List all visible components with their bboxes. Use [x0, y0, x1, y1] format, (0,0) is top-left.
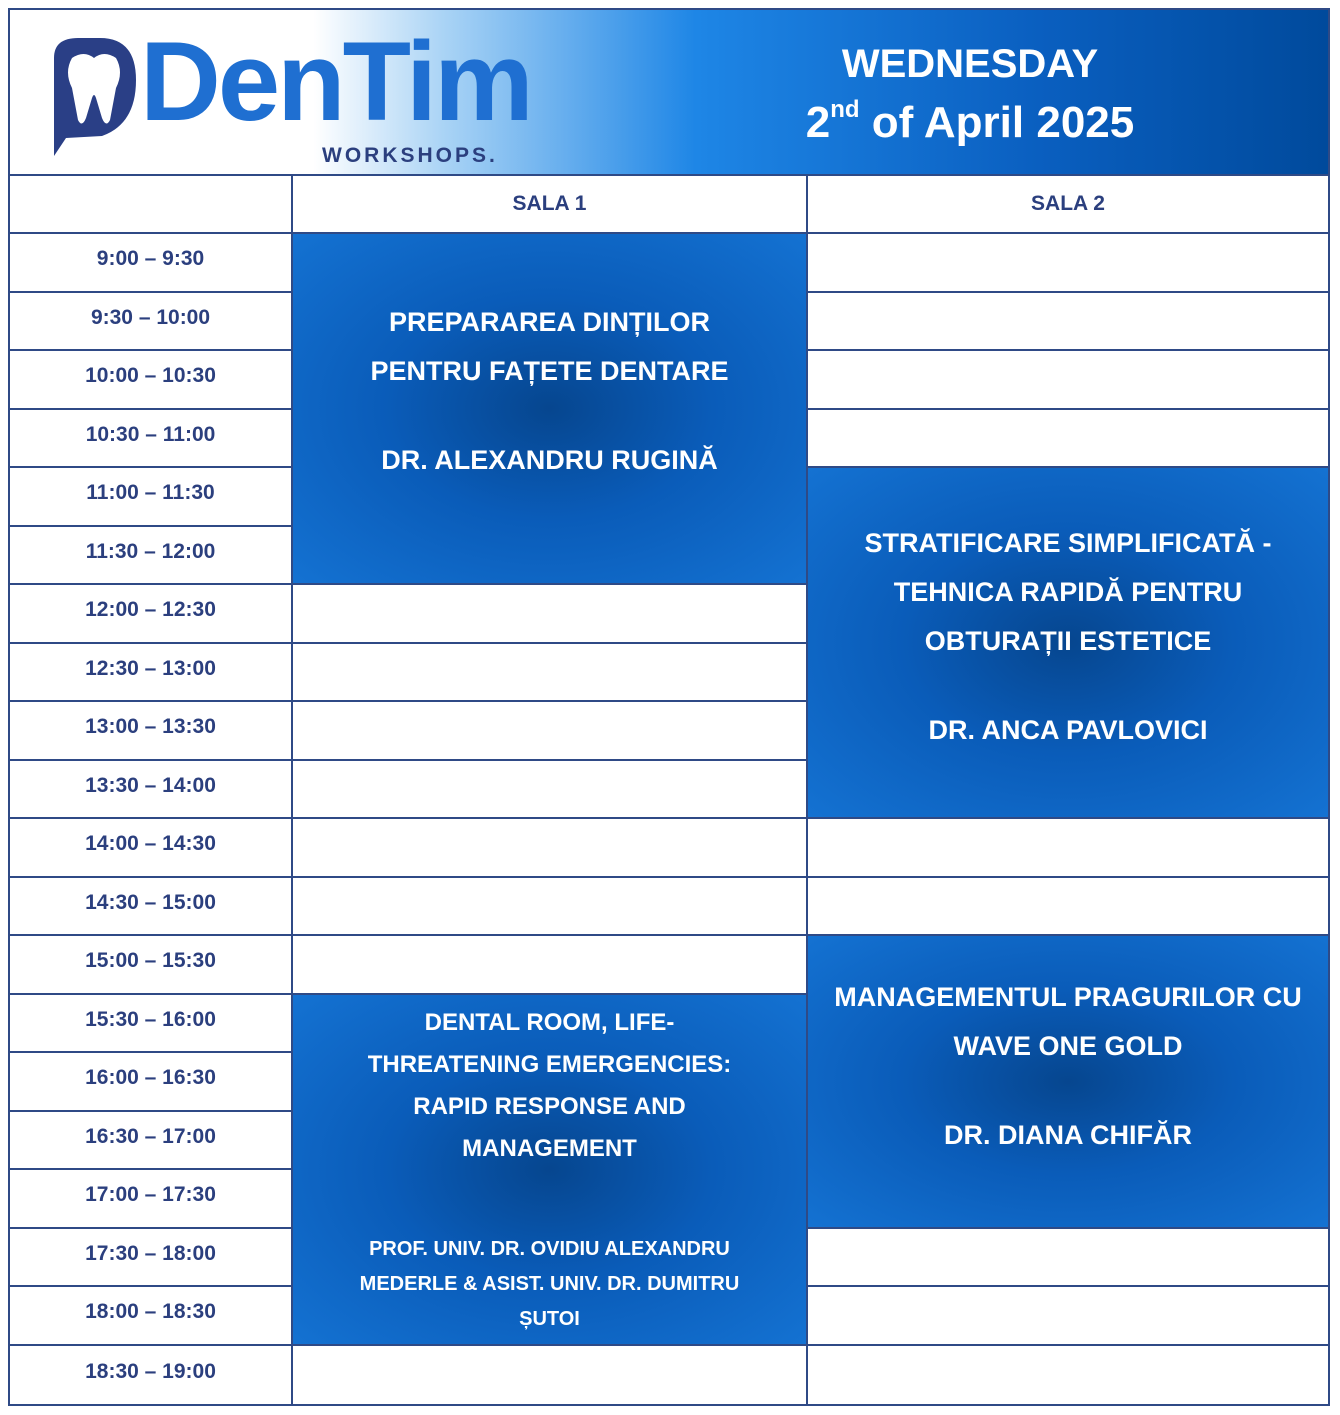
- dentim-logo: [44, 19, 531, 172]
- empty-slot: [808, 351, 1328, 410]
- time-slot: 14:00 – 14:30: [10, 819, 293, 878]
- event-block: [808, 468, 1328, 819]
- event-speaker: [928, 710, 1207, 750]
- logo-subtitle: WORKSHOPS.: [322, 144, 498, 167]
- time-slot: 9:30 – 10:00: [10, 293, 293, 352]
- empty-slot: [293, 585, 808, 644]
- event-speaker-line: DR. ANCA PAVLOVICI: [928, 715, 1208, 745]
- event-speaker-line: MEDERLE & ASIST. UNIV. DR. DUMITRU: [359, 1272, 740, 1295]
- empty-slot: [293, 819, 808, 878]
- event-block: [293, 995, 808, 1346]
- time-slot: 13:30 – 14:00: [10, 761, 293, 820]
- event-speaker-line: ȘUTOI: [519, 1307, 580, 1330]
- empty-slot: [808, 1346, 1328, 1405]
- event-title-line: THREATENING EMERGENCIES:: [367, 1050, 732, 1078]
- time-slot: 18:00 – 18:30: [10, 1287, 293, 1346]
- schedule-page: [8, 8, 1330, 1406]
- empty-slot: [808, 878, 1328, 937]
- schedule-header: [10, 10, 1328, 176]
- event-title-line: STRATIFICARE SIMPLIFICATĂ -: [864, 528, 1272, 558]
- logo-wordmark: DenTim: [140, 19, 531, 144]
- event-title-line: DENTAL ROOM, LIFE-: [424, 1008, 675, 1036]
- time-slot: 15:30 – 16:00: [10, 995, 293, 1054]
- event-speaker-line: DR. DIANA CHIFĂR: [944, 1120, 1192, 1151]
- time-slot: 12:30 – 13:00: [10, 644, 293, 703]
- empty-slot: [808, 1287, 1328, 1346]
- time-slot: 18:30 – 19:00: [10, 1346, 293, 1405]
- event-title-line: PREPARAREA DINȚILOR: [388, 306, 710, 337]
- event-title-line: PENTRU FAȚETE DENTARE: [370, 355, 729, 386]
- date-suffix: nd: [830, 96, 860, 123]
- time-slot: 11:00 – 11:30: [10, 468, 293, 527]
- empty-slot: [293, 1346, 808, 1405]
- empty-slot: [808, 410, 1328, 469]
- event-title-line: MANAGEMENTUL PRAGURILOR CU: [834, 982, 1302, 1013]
- event-title-line: RAPID RESPONSE AND: [413, 1092, 686, 1120]
- time-slot: 16:00 – 16:30: [10, 1053, 293, 1112]
- event-title-line: MANAGEMENT: [462, 1134, 637, 1162]
- empty-slot: [808, 819, 1328, 878]
- event-title-line: OBTURAȚII ESTETICE: [924, 626, 1212, 656]
- event-speaker: [360, 1232, 740, 1337]
- tooth-icon: [44, 32, 144, 172]
- time-slot: 13:00 – 13:30: [10, 702, 293, 761]
- empty-slot: [293, 761, 808, 820]
- corner-cell: [10, 176, 293, 234]
- time-slot: 17:00 – 17:30: [10, 1170, 293, 1229]
- event-title-line: TEHNICA RAPIDĂ PENTRU: [893, 577, 1243, 607]
- time-slot: 10:00 – 10:30: [10, 351, 293, 410]
- room-header: SALA 2: [808, 176, 1328, 234]
- event-speaker-line: DR. ALEXANDRU RUGINĂ: [381, 444, 718, 475]
- date-rest: of April 2025: [859, 98, 1135, 147]
- room-header: SALA 1: [293, 176, 808, 234]
- empty-slot: [293, 702, 808, 761]
- event-title: [370, 298, 728, 396]
- event-title: [865, 519, 1272, 666]
- empty-slot: [808, 1229, 1328, 1288]
- time-slot: 9:00 – 9:30: [10, 234, 293, 293]
- event-speaker: [944, 1115, 1192, 1155]
- day-title: WEDNESDAY: [841, 42, 1099, 86]
- time-slot: 11:30 – 12:00: [10, 527, 293, 586]
- time-slot: 10:30 – 11:00: [10, 410, 293, 469]
- empty-slot: [808, 234, 1328, 293]
- time-slot: 17:30 – 18:00: [10, 1229, 293, 1288]
- event-title: [368, 1002, 732, 1170]
- date-number: 2: [805, 98, 831, 147]
- schedule-grid: [10, 176, 1328, 1404]
- event-title-line: WAVE ONE GOLD: [953, 1031, 1183, 1062]
- time-slot: 12:00 – 12:30: [10, 585, 293, 644]
- event-block: [808, 936, 1328, 1229]
- event-speaker: [381, 440, 718, 480]
- event-block: [293, 234, 808, 585]
- empty-slot: [293, 644, 808, 703]
- empty-slot: [293, 878, 808, 937]
- empty-slot: [293, 936, 808, 995]
- time-slot: 14:30 – 15:00: [10, 878, 293, 937]
- time-slot: 15:00 – 15:30: [10, 936, 293, 995]
- empty-slot: [808, 293, 1328, 352]
- date-title: [750, 98, 1190, 148]
- event-title: [834, 973, 1302, 1071]
- time-slot: 16:30 – 17:00: [10, 1112, 293, 1171]
- event-speaker-line: PROF. UNIV. DR. OVIDIU ALEXANDRU: [369, 1237, 730, 1260]
